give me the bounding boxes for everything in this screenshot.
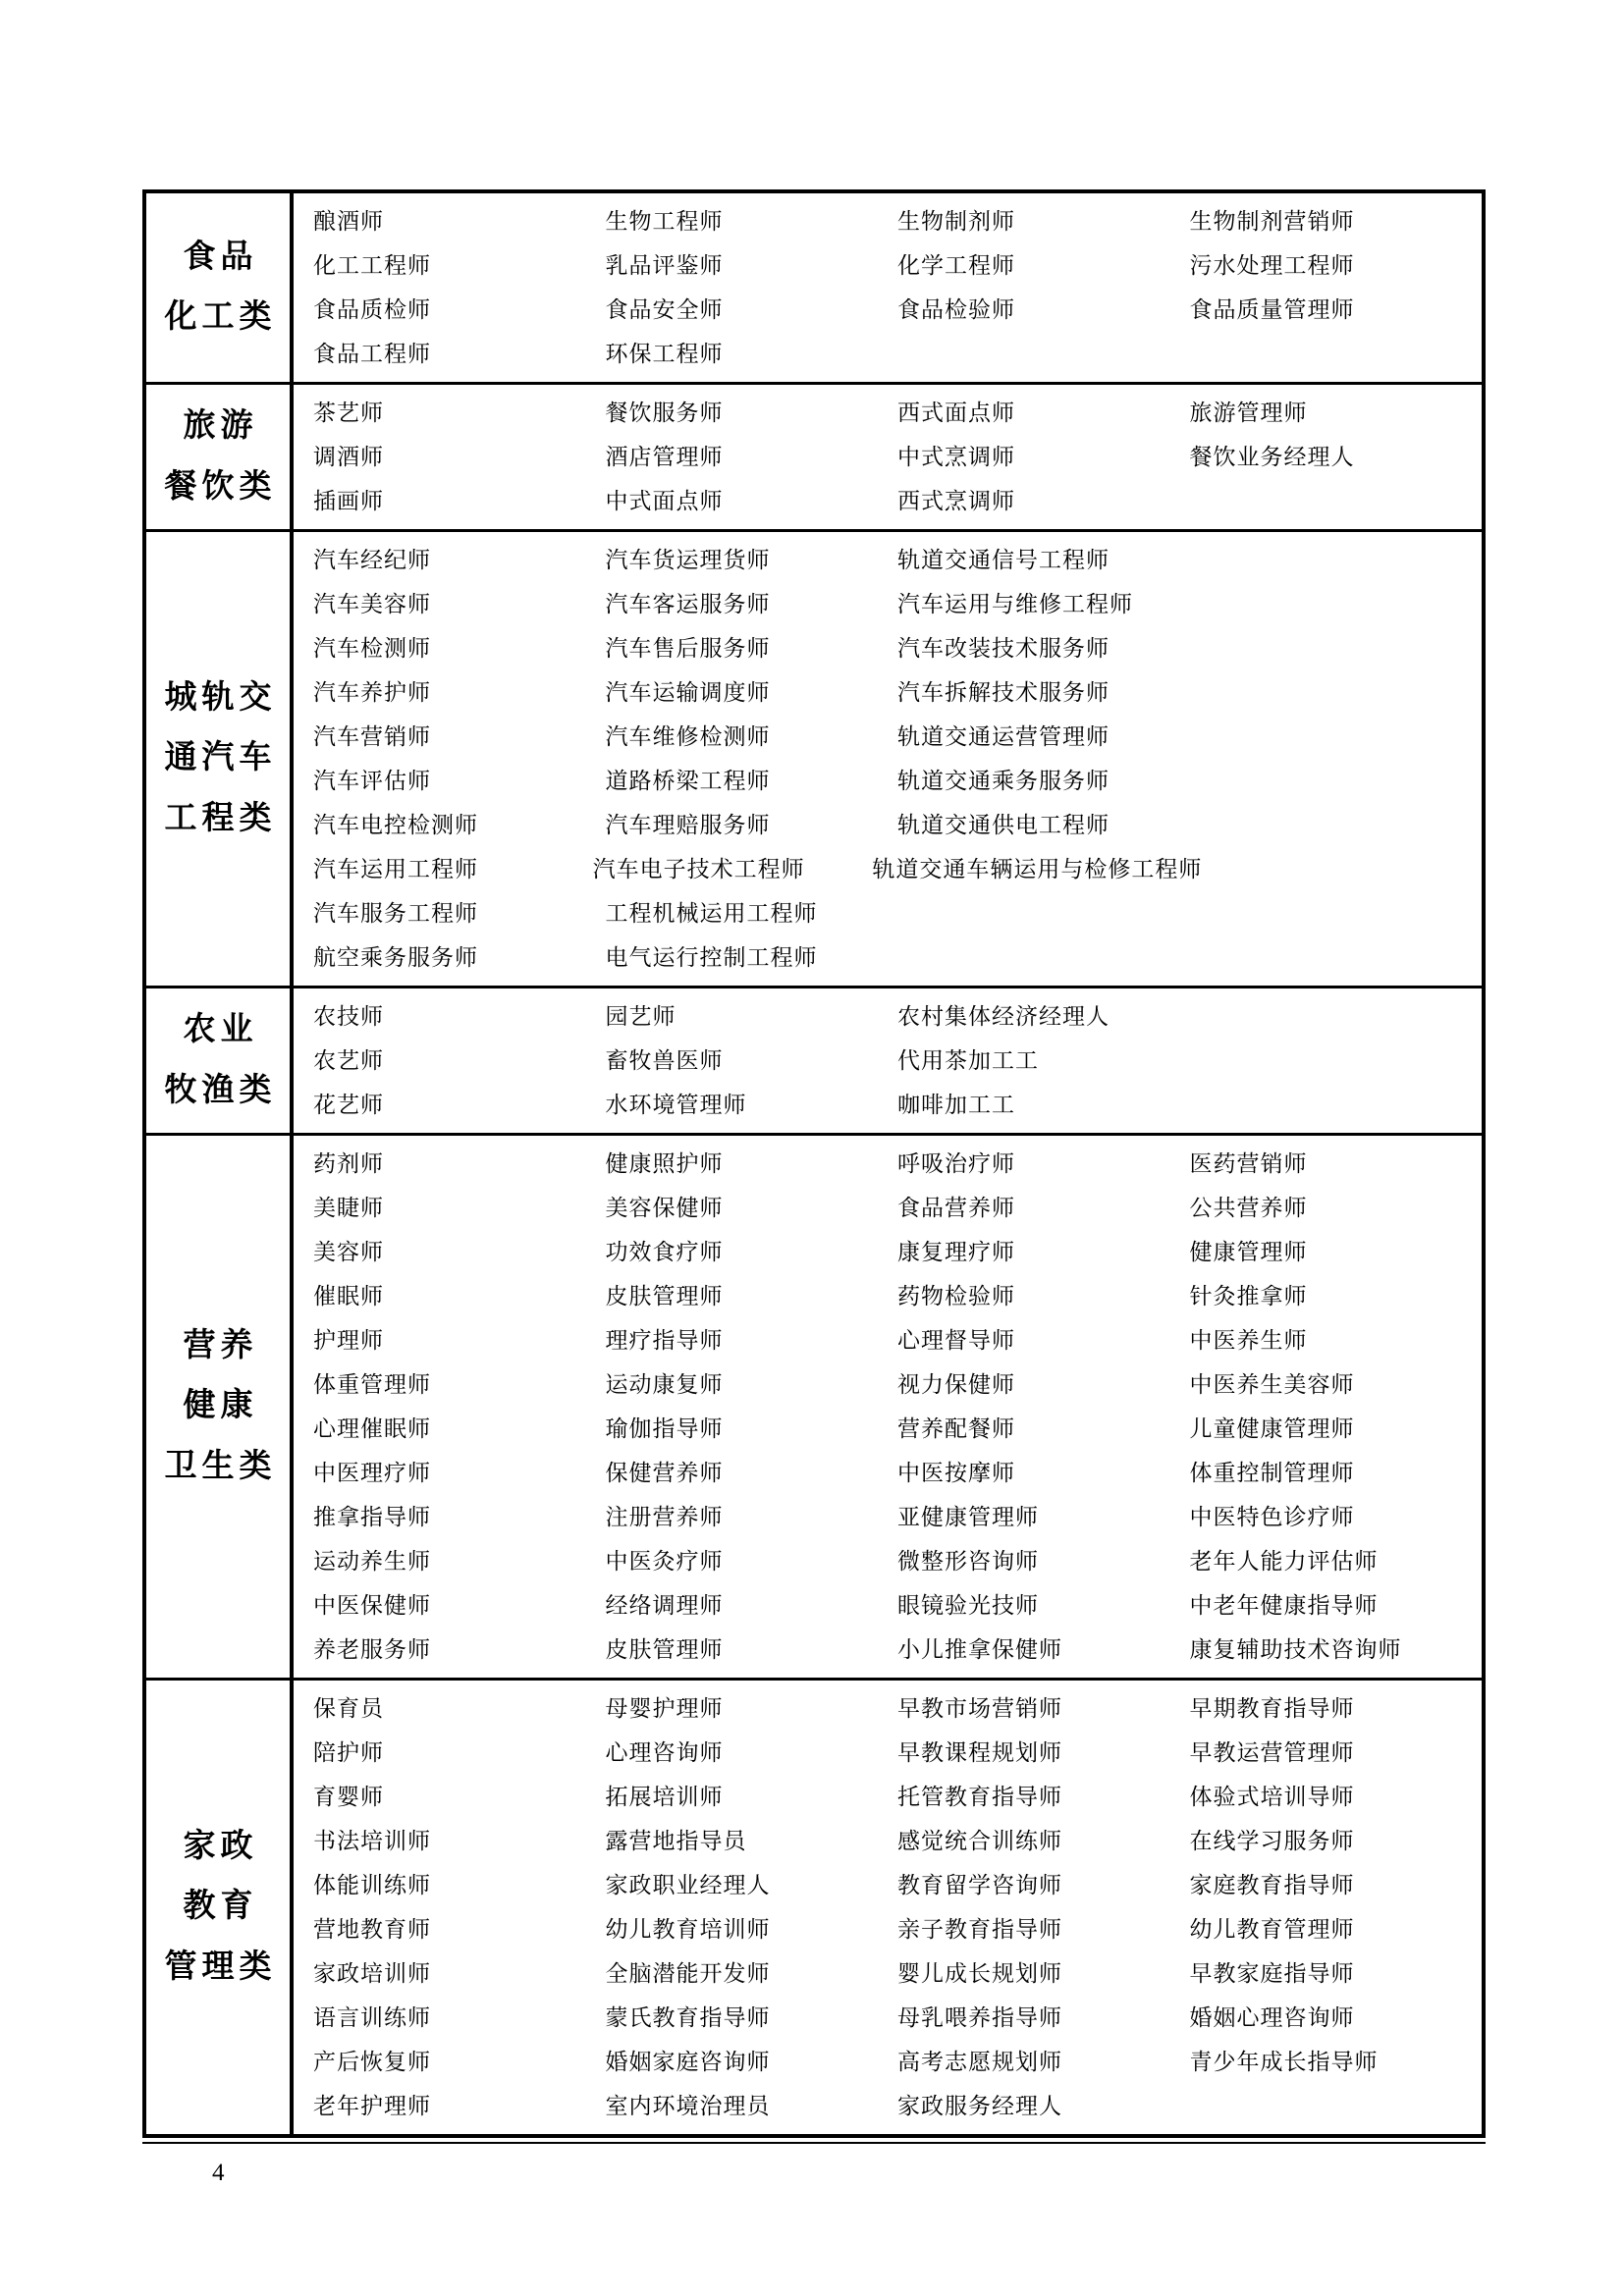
occupation-row — [294, 1863, 1482, 1907]
occupation-item: 中医养生美容师 — [1189, 1372, 1355, 1397]
occupation-item: 婚姻家庭咨询师 — [605, 2050, 771, 2074]
occupation-row — [294, 1819, 1482, 1863]
occupations-cell — [294, 988, 1482, 1133]
occupation-item: 食品检验师 — [897, 297, 1015, 322]
occupation-item: 老年人能力评估师 — [1189, 1549, 1379, 1574]
occupation-row — [294, 759, 1482, 803]
occupation-item: 感觉统合训练师 — [897, 1829, 1062, 1853]
occupation-item: 旅游管理师 — [1189, 400, 1308, 425]
occupation-item: 工程机械运用工程师 — [605, 901, 818, 926]
occupation-item: 汽车养护师 — [313, 680, 431, 705]
occupation-item: 美容师 — [313, 1240, 384, 1264]
occupation-item: 家政职业经理人 — [605, 1873, 771, 1897]
occupation-item: 养老服务师 — [313, 1637, 431, 1662]
occupation-item: 家政服务经理人 — [897, 2094, 1062, 2118]
category-label-line: 营养 — [183, 1328, 258, 1364]
occupation-item: 汽车货运理货师 — [605, 548, 771, 572]
occupation-item: 中医灸疗师 — [605, 1549, 724, 1574]
occupation-item: 眼镜验光技师 — [897, 1593, 1039, 1618]
occupation-item: 中式面点师 — [605, 489, 724, 513]
occupation-row — [294, 1495, 1482, 1539]
occupation-item: 小儿推拿保健师 — [897, 1637, 1062, 1662]
occupation-item: 全脑潜能开发师 — [605, 1961, 771, 1986]
category-label-line: 卫生类 — [164, 1448, 277, 1484]
occupation-item: 调酒师 — [313, 445, 384, 469]
category-label-line: 管理类 — [164, 1949, 277, 1985]
occupation-row — [294, 1230, 1482, 1274]
occupation-item: 花艺师 — [313, 1093, 384, 1117]
occupation-item: 婚姻心理咨询师 — [1189, 2005, 1355, 2030]
occupation-item: 母婴护理师 — [605, 1696, 724, 1721]
occupation-row — [294, 1731, 1482, 1775]
category-label-line: 通汽车 — [164, 740, 277, 776]
occupation-item: 汽车客运服务师 — [605, 592, 771, 616]
occupation-row — [294, 1407, 1482, 1451]
occupation-item: 露营地指导员 — [605, 1829, 747, 1853]
occupation-item: 西式面点师 — [897, 400, 1015, 425]
occupation-item: 航空乘务服务师 — [313, 945, 478, 970]
occupation-item: 高考志愿规划师 — [897, 2050, 1062, 2074]
occupation-item: 食品质检师 — [313, 297, 431, 322]
occupation-item: 汽车改装技术服务师 — [897, 636, 1110, 661]
category-label-line: 工程类 — [164, 800, 277, 836]
occupation-item: 营养配餐师 — [897, 1416, 1015, 1441]
occupation-item: 食品工程师 — [313, 342, 431, 366]
occupation-item: 针灸推拿师 — [1189, 1284, 1308, 1308]
occupation-row — [294, 582, 1482, 626]
occupations-cell — [294, 1136, 1482, 1678]
occupation-row — [294, 479, 1482, 523]
occupations-cell — [294, 1681, 1482, 2134]
occupation-row — [294, 670, 1482, 715]
occupation-item: 注册营养师 — [605, 1505, 724, 1529]
occupation-item: 体能训练师 — [313, 1873, 431, 1897]
occupation-item: 婴儿成长规划师 — [897, 1961, 1062, 1986]
occupation-item: 皮肤管理师 — [605, 1284, 724, 1308]
occupation-row — [294, 1628, 1482, 1672]
occupation-item: 汽车经纪师 — [313, 548, 431, 572]
occupation-item: 功效食疗师 — [605, 1240, 724, 1264]
occupation-row — [294, 994, 1482, 1039]
occupation-row — [294, 1539, 1482, 1583]
occupation-row — [294, 391, 1482, 435]
occupation-item: 汽车理赔服务师 — [605, 813, 771, 837]
occupation-item: 医药营销师 — [1189, 1151, 1308, 1176]
category-label-line: 餐饮类 — [164, 468, 277, 505]
occupation-item: 保健营养师 — [605, 1461, 724, 1485]
occupation-item: 体验式培训导师 — [1189, 1785, 1355, 1809]
occupation-item: 公共营养师 — [1189, 1196, 1308, 1220]
occupation-item: 中医保健师 — [313, 1593, 431, 1618]
occupation-item: 化工工程师 — [313, 253, 431, 278]
occupation-item: 美容保健师 — [605, 1196, 724, 1220]
occupation-item: 亲子教育指导师 — [897, 1917, 1062, 1942]
occupations-cell — [294, 193, 1482, 382]
occupation-item: 药剂师 — [313, 1151, 384, 1176]
occupation-item: 家庭教育指导师 — [1189, 1873, 1355, 1897]
category-label-line: 旅游 — [183, 408, 258, 445]
occupation-item: 环保工程师 — [605, 342, 724, 366]
occupation-item: 教育留学咨询师 — [897, 1873, 1062, 1897]
occupation-item: 推拿指导师 — [313, 1505, 431, 1529]
occupation-row — [294, 847, 1482, 891]
category-label-line: 城轨交 — [164, 680, 277, 717]
occupation-row — [294, 332, 1482, 376]
occupation-row — [294, 1318, 1482, 1362]
occupation-row — [294, 435, 1482, 479]
occupation-row — [294, 891, 1482, 935]
occupation-item: 语言训练师 — [313, 2005, 431, 2030]
occupation-item: 汽车服务工程师 — [313, 901, 478, 926]
occupation-item: 母乳喂养指导师 — [897, 2005, 1062, 2030]
occupation-item: 护理师 — [313, 1328, 384, 1353]
occupation-item: 中医理疗师 — [313, 1461, 431, 1485]
occupation-item: 室内环境治理员 — [605, 2094, 771, 2118]
occupation-row — [294, 1951, 1482, 1996]
occupation-item: 儿童健康管理师 — [1189, 1416, 1355, 1441]
occupation-item: 汽车电控检测师 — [313, 813, 478, 837]
category-label-line: 化工类 — [164, 299, 277, 335]
occupation-item: 汽车营销师 — [313, 724, 431, 749]
category-cell — [146, 1681, 294, 2134]
occupation-item: 瑜伽指导师 — [605, 1416, 724, 1441]
occupation-item: 心理督导师 — [897, 1328, 1015, 1353]
occupation-row — [294, 288, 1482, 332]
occupation-item: 康复辅助技术咨询师 — [1189, 1637, 1402, 1662]
occupation-item: 早教家庭指导师 — [1189, 1961, 1355, 1986]
occupation-item: 呼吸治疗师 — [897, 1151, 1015, 1176]
occupation-item: 西式烹调师 — [897, 489, 1015, 513]
occupation-item: 汽车电子技术工程师 — [592, 857, 805, 881]
occupation-item: 畜牧兽医师 — [605, 1048, 724, 1073]
occupation-row — [294, 1996, 1482, 2040]
occupation-item: 幼儿教育管理师 — [1189, 1917, 1355, 1942]
occupation-item: 汽车售后服务师 — [605, 636, 771, 661]
category-cell — [146, 193, 294, 382]
occupation-row — [294, 1083, 1482, 1127]
occupation-item: 陪护师 — [313, 1740, 384, 1765]
table-section — [146, 986, 1482, 1133]
category-cell — [146, 532, 294, 986]
occupation-item: 食品营养师 — [897, 1196, 1015, 1220]
occupation-item: 汽车评估师 — [313, 769, 431, 793]
occupation-row — [294, 1775, 1482, 1819]
occupation-item: 老年护理师 — [313, 2094, 431, 2118]
occupation-item: 催眠师 — [313, 1284, 384, 1308]
occupation-item: 农艺师 — [313, 1048, 384, 1073]
occupation-item: 青少年成长指导师 — [1189, 2050, 1379, 2074]
occupation-row — [294, 1907, 1482, 1951]
category-label-line: 教育 — [183, 1889, 258, 1925]
occupation-item: 早教课程规划师 — [897, 1740, 1062, 1765]
occupation-item: 汽车维修检测师 — [605, 724, 771, 749]
table-section — [146, 1678, 1482, 2134]
occupation-item: 健康管理师 — [1189, 1240, 1308, 1264]
occupation-item: 蒙氏教育指导师 — [605, 2005, 771, 2030]
occupation-item: 乳品评鉴师 — [605, 253, 724, 278]
table-section — [146, 193, 1482, 382]
occupation-row — [294, 1274, 1482, 1318]
occupation-row — [294, 243, 1482, 288]
occupation-item: 中老年健康指导师 — [1189, 1593, 1379, 1618]
occupation-row — [294, 935, 1482, 980]
occupation-item: 体重管理师 — [313, 1372, 431, 1397]
occupation-item: 在线学习服务师 — [1189, 1829, 1355, 1853]
occupation-row — [294, 1686, 1482, 1731]
category-cell — [146, 988, 294, 1133]
occupation-item: 轨道交通供电工程师 — [897, 813, 1110, 837]
occupation-item: 生物制剂营销师 — [1189, 209, 1355, 234]
occupation-row — [294, 1451, 1482, 1495]
occupation-item: 农技师 — [313, 1004, 384, 1029]
occupation-item: 化学工程师 — [897, 253, 1015, 278]
occupation-item: 理疗指导师 — [605, 1328, 724, 1353]
occupation-item: 汽车运用工程师 — [313, 857, 478, 881]
occupation-item: 轨道交通乘务服务师 — [897, 769, 1110, 793]
category-table — [142, 189, 1486, 2138]
occupations-cell — [294, 385, 1482, 529]
occupation-item: 汽车美容师 — [313, 592, 431, 616]
occupation-item: 心理催眠师 — [313, 1416, 431, 1441]
occupation-row — [294, 715, 1482, 759]
occupation-row — [294, 1583, 1482, 1628]
occupation-item: 代用茶加工工 — [897, 1048, 1039, 1073]
occupation-item: 生物制剂师 — [897, 209, 1015, 234]
occupation-item: 咖啡加工工 — [897, 1093, 1015, 1117]
occupation-item: 水环境管理师 — [605, 1093, 747, 1117]
occupation-item: 中医特色诊疗师 — [1189, 1505, 1355, 1529]
occupation-item: 皮肤管理师 — [605, 1637, 724, 1662]
occupation-item: 轨道交通运营管理师 — [897, 724, 1110, 749]
occupation-item: 家政培训师 — [313, 1961, 431, 1986]
occupation-item: 微整形咨询师 — [897, 1549, 1039, 1574]
occupation-item: 健康照护师 — [605, 1151, 724, 1176]
occupation-item: 书法培训师 — [313, 1829, 431, 1853]
category-label-line: 食品 — [183, 239, 258, 275]
table-section — [146, 1133, 1482, 1678]
occupation-item: 道路桥梁工程师 — [605, 769, 771, 793]
category-cell — [146, 385, 294, 529]
category-label-line: 农业 — [183, 1012, 258, 1048]
category-label-line: 牧渔类 — [164, 1072, 277, 1108]
category-label-line: 健康 — [183, 1388, 258, 1424]
occupation-item: 汽车运输调度师 — [605, 680, 771, 705]
occupation-row — [294, 2040, 1482, 2084]
occupation-item: 电气运行控制工程师 — [605, 945, 818, 970]
occupation-item: 心理咨询师 — [605, 1740, 724, 1765]
occupation-row — [294, 626, 1482, 670]
occupation-item: 早教市场营销师 — [897, 1696, 1062, 1721]
occupation-item: 生物工程师 — [605, 209, 724, 234]
occupation-item: 早期教育指导师 — [1189, 1696, 1355, 1721]
occupation-row — [294, 538, 1482, 582]
occupations-cell — [294, 532, 1482, 986]
occupation-item: 酒店管理师 — [605, 445, 724, 469]
table-section — [146, 529, 1482, 986]
occupation-item: 轨道交通车辆运用与检修工程师 — [872, 857, 1203, 881]
occupation-item: 经络调理师 — [605, 1593, 724, 1618]
occupation-item: 运动养生师 — [313, 1549, 431, 1574]
occupation-item: 视力保健师 — [897, 1372, 1015, 1397]
occupation-item: 园艺师 — [605, 1004, 677, 1029]
occupation-row — [294, 1142, 1482, 1186]
occupation-item: 污水处理工程师 — [1189, 253, 1355, 278]
occupation-item: 育婴师 — [313, 1785, 384, 1809]
occupation-item: 亚健康管理师 — [897, 1505, 1039, 1529]
occupation-row — [294, 2084, 1482, 2128]
category-cell — [146, 1136, 294, 1678]
occupation-item: 汽车运用与维修工程师 — [897, 592, 1133, 616]
occupation-row — [294, 199, 1482, 243]
occupation-item: 运动康复师 — [605, 1372, 724, 1397]
category-label-line: 家政 — [183, 1829, 258, 1865]
occupation-item: 保育员 — [313, 1696, 384, 1721]
occupation-item: 茶艺师 — [313, 400, 384, 425]
occupation-row — [294, 1186, 1482, 1230]
occupation-item: 美睫师 — [313, 1196, 384, 1220]
occupation-item: 营地教育师 — [313, 1917, 431, 1942]
occupation-item: 食品安全师 — [605, 297, 724, 322]
occupation-item: 早教运营管理师 — [1189, 1740, 1355, 1765]
occupation-row — [294, 1362, 1482, 1407]
occupation-item: 汽车拆解技术服务师 — [897, 680, 1110, 705]
occupation-item: 康复理疗师 — [897, 1240, 1015, 1264]
occupation-item: 餐饮业务经理人 — [1189, 445, 1355, 469]
occupation-item: 汽车检测师 — [313, 636, 431, 661]
occupation-item: 酿酒师 — [313, 209, 384, 234]
occupation-item: 中式烹调师 — [897, 445, 1015, 469]
occupation-item: 插画师 — [313, 489, 384, 513]
table-section — [146, 382, 1482, 529]
occupation-item: 产后恢复师 — [313, 2050, 431, 2074]
occupation-item: 幼儿教育培训师 — [605, 1917, 771, 1942]
occupation-row — [294, 803, 1482, 847]
occupation-item: 轨道交通信号工程师 — [897, 548, 1110, 572]
occupation-item: 农村集体经济经理人 — [897, 1004, 1110, 1029]
occupation-row — [294, 1039, 1482, 1083]
occupation-item: 托管教育指导师 — [897, 1785, 1062, 1809]
occupation-item: 食品质量管理师 — [1189, 297, 1355, 322]
occupation-item: 拓展培训师 — [605, 1785, 724, 1809]
occupation-item: 体重控制管理师 — [1189, 1461, 1355, 1485]
occupation-item: 中医按摩师 — [897, 1461, 1015, 1485]
occupation-item: 餐饮服务师 — [605, 400, 724, 425]
page-number: 4 — [212, 2160, 225, 2186]
occupation-item: 药物检验师 — [897, 1284, 1015, 1308]
occupation-item: 中医养生师 — [1189, 1328, 1308, 1353]
